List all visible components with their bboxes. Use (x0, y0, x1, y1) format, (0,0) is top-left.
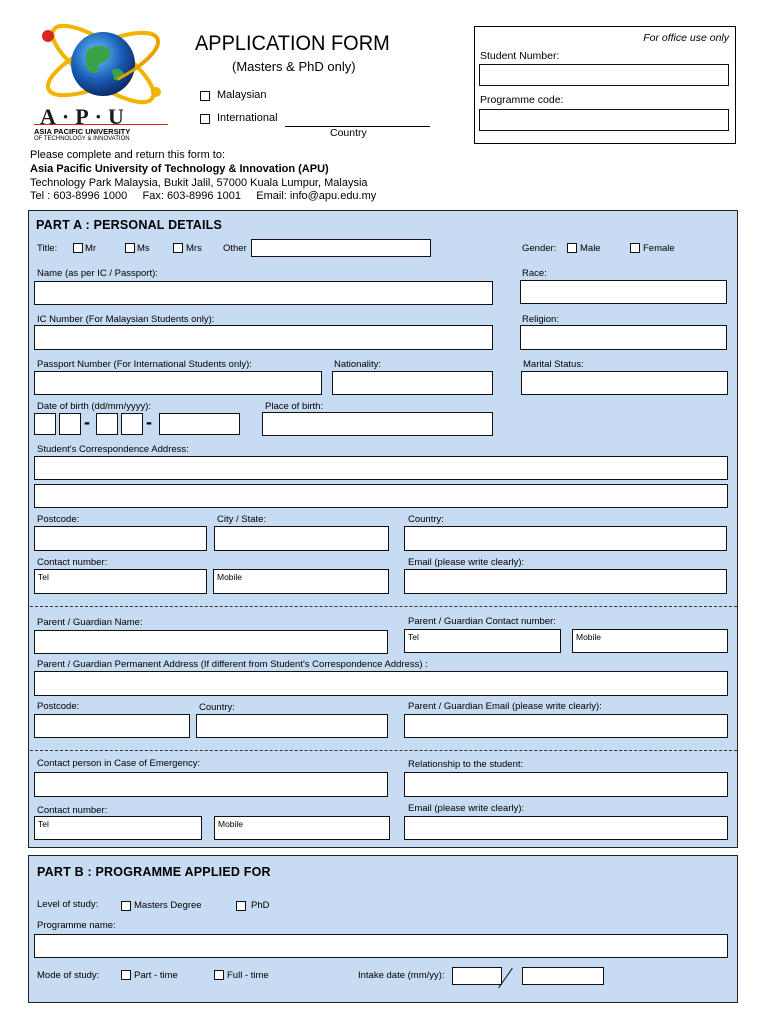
female-label: Female (643, 243, 675, 254)
student-number-label: Student Number: (480, 50, 560, 62)
male-checkbox[interactable] (567, 243, 577, 253)
emergency-mobile-caption: Mobile (218, 819, 244, 829)
logo-subtitle-1: ASIA PACIFIC UNIVERSITY (34, 127, 131, 136)
emergency-email-label: Email (please write clearly): (408, 803, 525, 814)
office-use-heading: For office use only (643, 32, 729, 44)
parent-email-field[interactable] (404, 714, 728, 738)
tel-field[interactable] (34, 569, 207, 594)
male-label: Male (580, 243, 601, 254)
international-label: International (217, 112, 278, 124)
parent-mobile-caption: Mobile (576, 632, 602, 642)
emergency-label: Contact person in Case of Emergency: (37, 758, 201, 769)
part-time-label: Part - time (134, 970, 178, 981)
full-time-checkbox[interactable] (214, 970, 224, 980)
form-subtitle: (Masters & PhD only) (232, 59, 356, 74)
part-a-title: PART A : PERSONAL DETAILS (36, 218, 223, 232)
form-title: APPLICATION FORM (195, 32, 390, 55)
dob-month-2[interactable] (121, 413, 143, 435)
apu-logo (28, 12, 178, 147)
race-field[interactable] (520, 280, 727, 304)
phd-checkbox[interactable] (236, 901, 246, 911)
postcode-label: Postcode: (37, 514, 80, 525)
intake-year-field[interactable] (522, 967, 604, 985)
passport-label: Passport Number (For International Students only): (37, 359, 252, 370)
university-address: Technology Park Malaysia, Bukit Jalil, 57000 Kuala Lumpur, Malaysia (30, 177, 368, 189)
programme-code-field[interactable] (479, 109, 729, 131)
email-label: Email (please write clearly): (408, 557, 525, 568)
contact-number-label: Contact number: (37, 557, 108, 568)
university-name: Asia Pacific University of Technology & Innovation (APU) (30, 163, 329, 175)
mr-label: Mr (85, 243, 97, 254)
part-time-checkbox[interactable] (121, 970, 131, 980)
postcode-field[interactable] (34, 526, 207, 551)
tel-caption: Tel (38, 572, 49, 582)
emergency-tel-field[interactable] (34, 816, 202, 840)
logo-wordmark: A·P·U (40, 104, 130, 129)
programme-code-label: Programme code: (480, 94, 564, 106)
intake-month-field[interactable] (452, 967, 502, 985)
dob-separator-1: - (84, 412, 90, 432)
emergency-email-field[interactable] (404, 816, 728, 840)
parent-contact-label: Parent / Guardian Contact number: (408, 616, 556, 627)
other-label: Other (223, 243, 247, 254)
religion-label: Religion: (522, 314, 559, 325)
nationality-label: Nationality: (334, 359, 381, 370)
address-line-1[interactable] (34, 456, 728, 480)
city-label: City / State: (217, 514, 267, 525)
emergency-contact-label: Contact number: (37, 805, 108, 816)
ic-field[interactable] (34, 325, 493, 350)
dob-day-2[interactable] (59, 413, 81, 435)
gender-label: Gender: (522, 243, 557, 254)
pob-label: Place of birth: (265, 401, 324, 412)
parent-mobile-field[interactable] (572, 629, 728, 653)
malaysian-label: Malaysian (217, 89, 267, 101)
university-contact: Tel : 603-8996 1000 Fax: 603-8996 1001 Email: info@apu.edu.my (30, 190, 377, 202)
dob-separator-2: - (146, 412, 152, 432)
ms-checkbox[interactable] (125, 243, 135, 253)
religion-field[interactable] (520, 325, 727, 350)
parent-tel-field[interactable] (404, 629, 561, 653)
level-of-study-label: Level of study: (37, 899, 99, 910)
dob-month-1[interactable] (96, 413, 118, 435)
emergency-name-field[interactable] (34, 772, 388, 797)
nationality-field[interactable] (332, 371, 493, 395)
parent-name-field[interactable] (34, 630, 388, 654)
dob-label: Date of birth (dd/mm/yyyy): (37, 401, 152, 412)
international-checkbox[interactable] (200, 114, 210, 124)
parent-postcode-field[interactable] (34, 714, 190, 738)
phd-label: PhD (251, 900, 270, 911)
parent-tel-caption: Tel (408, 632, 419, 642)
parent-address-field[interactable] (34, 671, 728, 696)
address-label: Student's Correspondence Address: (37, 444, 189, 455)
email-field[interactable] (404, 569, 727, 594)
student-number-field[interactable] (479, 64, 729, 86)
malaysian-checkbox[interactable] (200, 91, 210, 101)
intake-date-label: Intake date (mm/yy): (358, 970, 445, 981)
dob-year-field[interactable] (159, 413, 240, 435)
office-use-box (474, 26, 736, 144)
relationship-label: Relationship to the student: (408, 759, 524, 770)
emergency-mobile-field[interactable] (214, 816, 390, 840)
dob-day-1[interactable] (34, 413, 56, 435)
other-title-field[interactable] (251, 239, 431, 257)
passport-field[interactable] (34, 371, 322, 395)
address-line-2[interactable] (34, 484, 728, 508)
emergency-tel-caption: Tel (38, 819, 49, 829)
programme-name-field[interactable] (34, 934, 728, 958)
masters-label: Masters Degree (134, 900, 202, 911)
country-caption: Country (330, 127, 367, 139)
parent-postcode-label: Postcode: (37, 701, 80, 712)
parent-email-label: Parent / Guardian Email (please write clearly): (408, 701, 602, 712)
divider-2 (30, 750, 737, 751)
masters-checkbox[interactable] (121, 901, 131, 911)
return-instruction: Please complete and return this form to: (30, 149, 226, 161)
full-time-label: Full - time (227, 970, 269, 981)
relationship-field[interactable] (404, 772, 728, 797)
parent-country-field[interactable] (196, 714, 388, 738)
country-field[interactable] (404, 526, 727, 551)
parent-name-label: Parent / Guardian Name: (37, 617, 143, 628)
marital-status-label: Marital Status: (523, 359, 584, 370)
pob-field[interactable] (262, 412, 493, 436)
logo-subtitle-2: OF TECHNOLOGY & INNOVATION (34, 136, 130, 142)
country-label: Country: (408, 514, 444, 525)
mrs-label: Mrs (186, 243, 202, 254)
city-field[interactable] (214, 526, 389, 551)
name-field[interactable] (34, 281, 493, 305)
female-checkbox[interactable] (630, 243, 640, 253)
parent-address-label: Parent / Guardian Permanent Address (If different from Student's Correspondence Address) : (37, 659, 428, 670)
programme-name-label: Programme name: (37, 920, 116, 931)
race-label: Race: (522, 268, 547, 279)
ms-label: Ms (137, 243, 150, 254)
part-b-title: PART B : PROGRAMME APPLIED FOR (37, 865, 271, 879)
mrs-checkbox[interactable] (173, 243, 183, 253)
mr-checkbox[interactable] (73, 243, 83, 253)
mode-of-study-label: Mode of study: (37, 970, 100, 981)
ic-label: IC Number (For Malaysian Students only): (37, 314, 215, 325)
name-label: Name (as per IC / Passport): (37, 268, 158, 279)
mobile-caption: Mobile (217, 572, 243, 582)
marital-status-field[interactable] (521, 371, 728, 395)
divider-1 (30, 606, 737, 607)
title-label: Title: (37, 243, 58, 254)
mobile-field[interactable] (213, 569, 389, 594)
parent-country-label: Country: (199, 702, 235, 713)
